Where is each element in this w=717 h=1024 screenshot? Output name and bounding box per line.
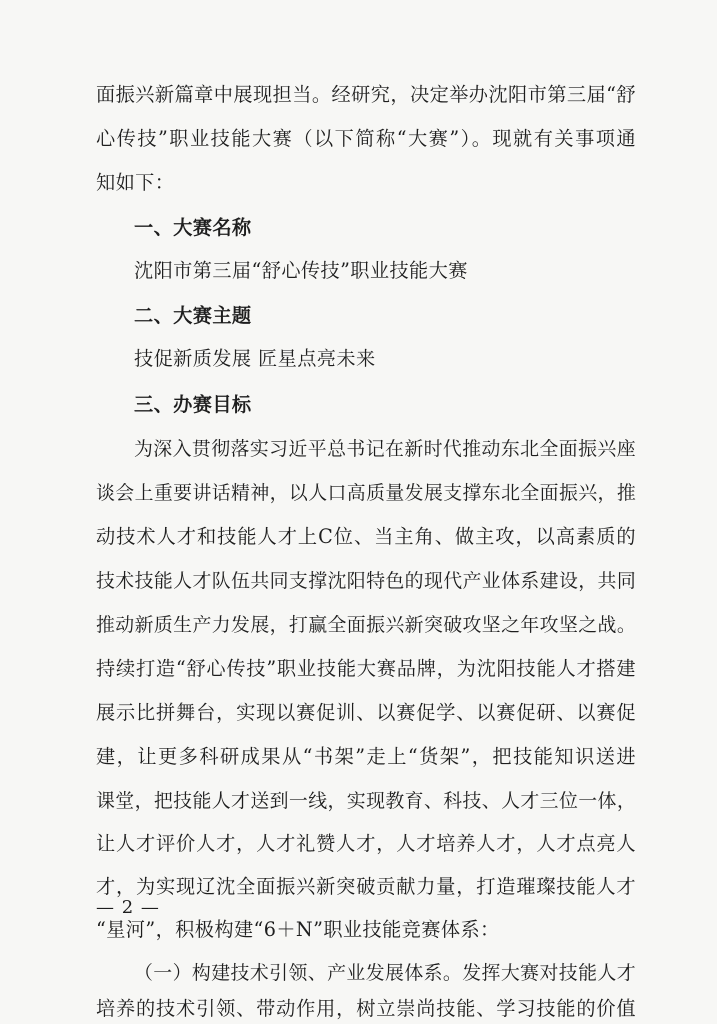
paragraph-line-3: 知如下： <box>96 171 175 194</box>
body-line-5: 推动新质生产力发展，打赢全面振兴新突破攻坚之年攻坚之战。 <box>96 614 637 636</box>
subsection-line-1: （一）构建技术引领、产业发展体系。发挥大赛对技能人才 <box>134 962 636 984</box>
section-heading-2: 二、大赛主题 <box>134 304 252 327</box>
body-line-12: “星河”，积极构建“6＋N”职业技能竞赛体系： <box>96 918 500 941</box>
page-number: — 2 — <box>96 897 160 918</box>
body-line-4: 技术技能人才队伍共同支撑沈阳特色的现代产业体系建设，共同 <box>96 570 637 592</box>
body-line-8: 建，让更多科研成果从“书架”走上“货架”，把技能知识送进 <box>96 745 636 768</box>
paragraph-line-1: 面振兴新篇章中展现担当。经研究，决定举办沈阳市第三届“舒 <box>96 83 636 106</box>
body-line-10: 让人才评价人才，人才礼赞人才，人才培养人才，人才点亮人 <box>96 832 636 855</box>
body-line-11: 才，为实现辽沈全面振兴新突破贡献力量，打造璀璨技能人才 <box>96 875 636 898</box>
body-line-7: 展示比拼舞台，实现以赛促训、以赛促学、以赛促研、以赛促 <box>96 701 636 724</box>
section-heading-3: 三、办赛目标 <box>134 393 252 416</box>
section-content-2: 技促新质发展 匠星点亮未来 <box>134 347 376 370</box>
subsection-line-2: 培养的技术引领、带动作用，树立崇尚技能、学习技能的价值 <box>96 997 636 1020</box>
body-line-9: 课堂，把技能人才送到一线，实现教育、科技、人才三位一体， <box>96 790 637 812</box>
body-line-2: 谈会上重要讲话精神，以人口高质量发展支撑东北全面振兴，推 <box>96 482 637 504</box>
paragraph-line-2: 心传技”职业技能大赛（以下简称“大赛”）。现就有关事项通 <box>96 127 636 150</box>
body-line-1: 为深入贯彻落实习近平总书记在新时代推动东北全面振兴座 <box>134 438 636 460</box>
section-heading-1: 一、大赛名称 <box>134 216 252 239</box>
section-content-1: 沈阳市第三届“舒心传技”职业技能大赛 <box>134 259 468 282</box>
body-line-6: 持续打造“舒心传技”职业技能大赛品牌，为沈阳技能人才搭建 <box>96 657 636 680</box>
body-line-3: 动技术人才和技能人才上C位、当主角、做主攻，以高素质的 <box>96 525 636 548</box>
